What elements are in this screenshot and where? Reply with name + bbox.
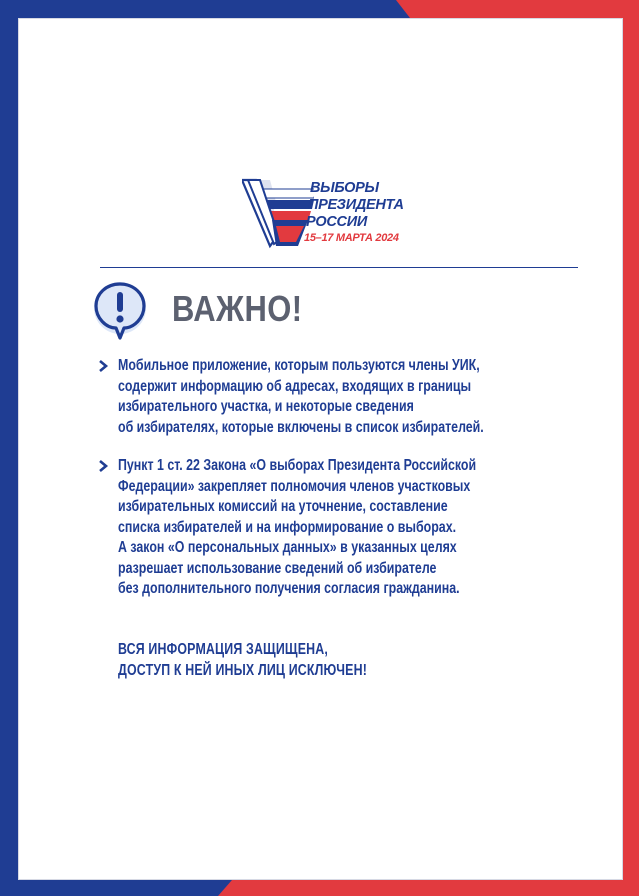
text-line: об избирателях, которые включены в список избирателей. — [118, 418, 484, 436]
text-line: без дополнительного получения согласия гражданина. — [118, 580, 460, 597]
list-item — [96, 356, 566, 438]
notice-line: ДОСТУП К НЕЙ ИНЫХ ЛИЦ ИСКЛЮЧЕН! — [118, 661, 367, 679]
text-line: Пункт 1 ст. 22 Закона «О выборах Президента Российской — [118, 457, 477, 474]
text-line: Федерации» закрепляет полномочия членов участковых — [118, 477, 471, 495]
chevron-right-icon — [98, 460, 109, 472]
logo-line-1: ВЫБОРЫ — [310, 180, 379, 196]
info-list — [96, 356, 566, 618]
frame-right-red — [623, 0, 639, 896]
text-line: избирательного участка, и некоторые сведения — [118, 398, 414, 415]
logo-line-3: РОССИИ — [306, 214, 367, 230]
text-line: избирательных комиссий на уточнение, составление — [118, 498, 448, 515]
logo-line-2: ПРЕЗИДЕНТА — [308, 197, 404, 213]
logo-dates: 15–17 МАРТА 2024 — [304, 232, 399, 244]
page-title: ВАЖНО! — [172, 288, 303, 329]
divider — [100, 267, 578, 268]
frame-bottom-blue — [0, 880, 232, 896]
election-logo — [242, 178, 442, 250]
notice-line: ВСЯ ИНФОРМАЦИЯ ЗАЩИЩЕНА, — [118, 641, 328, 658]
frame-top-blue — [0, 0, 410, 18]
chevron-right-icon — [98, 360, 109, 372]
text-line: Мобильное приложение, которым пользуются члены УИК, — [118, 357, 480, 374]
frame-left-blue — [0, 0, 18, 896]
text-line: разрешает использование сведений об избирателе — [118, 559, 437, 577]
text-line: содержит информацию об адресах, входящих в границы — [118, 377, 472, 395]
list-item — [96, 456, 566, 600]
frame-bottom-red — [232, 880, 639, 896]
frame-top-red — [410, 0, 639, 18]
security-notice — [118, 640, 429, 681]
text-line: списка избирателей и на информирование о выборах. — [118, 518, 457, 536]
text-line: А закон «О персональных данных» в указанных целях — [118, 539, 457, 556]
alert-bubble-icon — [90, 278, 154, 342]
